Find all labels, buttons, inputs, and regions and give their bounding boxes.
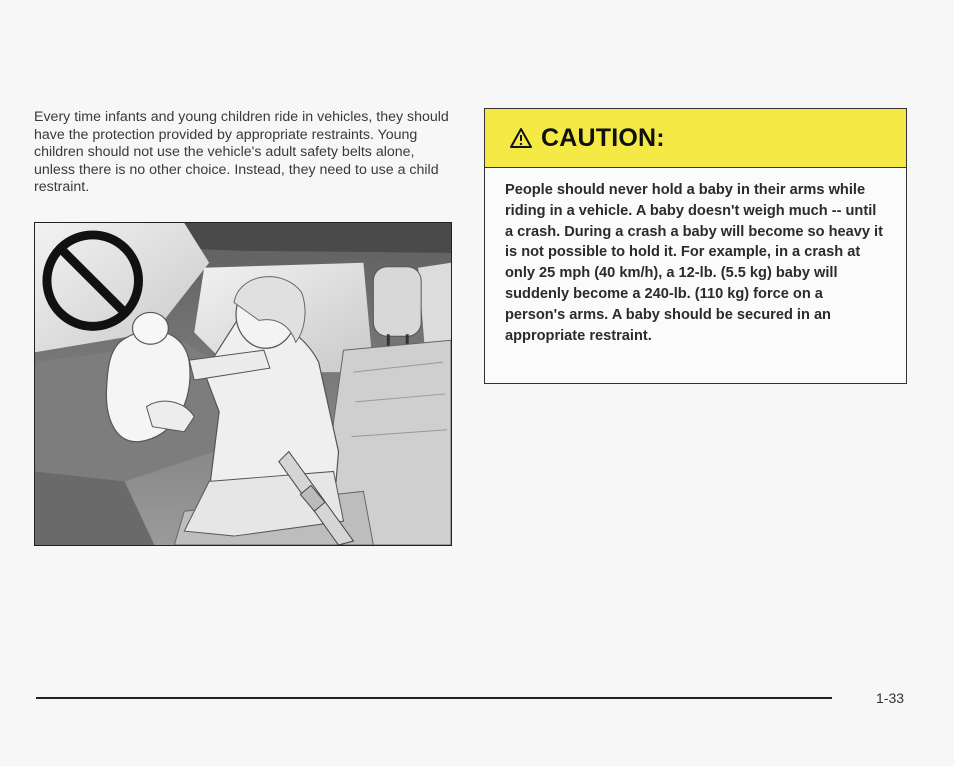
warning-triangle-icon bbox=[509, 127, 533, 149]
caution-box bbox=[484, 108, 907, 384]
footer-divider bbox=[36, 697, 832, 699]
illustration-drawing bbox=[35, 223, 451, 545]
caution-title: CAUTION: bbox=[541, 123, 665, 152]
caution-header bbox=[485, 109, 906, 168]
caution-body-text: People should never hold a baby in their arms while riding in a vehicle. A baby doesn't weigh much -- until a crash. During a crash a baby will become so heavy it is not possible to hold it. For example, in a crash at only 25 mph (40 km/h), a 12-lb. (5.5 kg) baby will suddenly become a 240-lb. (110 kg) force on a person's arms. A baby should be secured in an appropriate restraint. bbox=[505, 182, 883, 344]
intro-paragraph: Every time infants and young children ride in vehicles, they should have the protection provided by appropriate restraints. Young children should not use the vehicle's adult safety belts alone, unless there is no other choice. Instead, they need to use a child restraint. bbox=[34, 109, 449, 195]
page-number: 1-33 bbox=[876, 690, 905, 706]
illustration-baby-held-in-arms bbox=[34, 222, 452, 546]
